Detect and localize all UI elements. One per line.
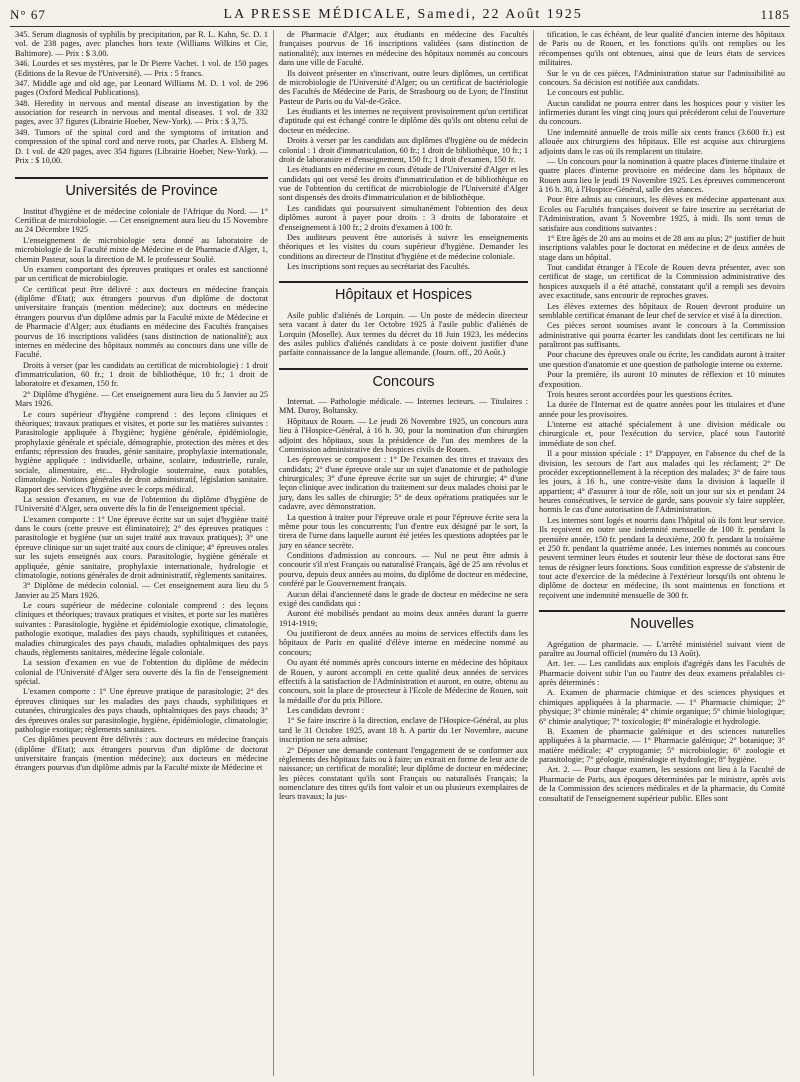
paragraph: Pour être admis au concours, les élèves en médecine appartenant aux Ecoles ou Facultés françaises doivent se faire inscrire au secrétariat de l'Administration, avant 5 Novembre 1925, à midi. Ils sont tenus de satisfaire aux conditions suivantes : (539, 195, 785, 233)
paragraph: L'enseignement de microbiologie sera donné au laboratoire de microbiologie de la Faculté mixte de Médecine et de Pharmacie d'Alger, 1, chemin Pasteur, sous la direction de M. le professeur Soulié. (15, 235, 268, 264)
paragraph: L'examen comporte : 1° Une épreuve écrite sur un sujet d'hygiène traité dans le cours (cette preuve est éliminatoire); 2° des épreuves pratiques : parasitologie et hygiène (sur un sujet traité aux travaux pratiques); 3° une épreuve clinique sur un sujet traité aux cours de clinique; 4° épreuves orales sur les sujets enseignés aux cours. Parasitologie, hygiène générale et appliquée, génie sanitaire, prophylaxie internationale, hydrologie et climatologie, notions générales de droit administratif, règlements sanitaires. (15, 514, 268, 580)
paragraph: Les inscriptions sont reçues au secrétariat des Facultés. (287, 262, 470, 271)
paragraph: Agrégation de pharmacie. — L'arrêté ministériel suivant vient de paraître au Journal officiel (numéro du 13 Août). (539, 639, 785, 658)
header-rule (10, 26, 790, 27)
section-title-concours: Concours (279, 368, 528, 390)
paragraph: Ou ayant été nommés après concours interne en médecine des hôpitaux de Rouen, y auront accompli en cette qualité deux années de services effectifs à la satisfaction de l'Administration et auront, en outre, obtenu au concours, soit la place de prosecteur à l'Ecole de Médecine de Rouen, soit la médaille d'or du prix Pillore. (279, 658, 528, 705)
paragraph: Le cours supérieur d'hygiène comprend : des leçons cliniques et théoriques; travaux pratiques et visites, et porte sur les matières suivantes : Parasitologie appliquée à l'hygiène; hygiène générale, épidémiologie, prophylaxie générale et spéciale, démographie, protection des mères et des enfants; répression des fraudes, génie sanitaire, prophylaxie internationale, hygiène appliquée : individuelle, urbaine, scolaire, industrielle, rurale, sociale, alimentaire, etc... Hydrologie souterraine, eaux potables, climatologie. Notions générales de droit administratif, législation sanitaire. Rapport des services d'hygiène avec le corps médical. (15, 409, 268, 494)
paragraph: A. Examen de pharmacie chimique et des sciences physiques et chimiques appliquées à la pharmacie. — 1° Pharmacie chimique; 2° physique; 3° chimie minérale; 4° chimie organique; 5° chimie biologique; 6° chimie analytique; 7° toxicologie; 8° minéralogie et hydrologie. (539, 688, 785, 726)
paragraph: Ce certificat peut être délivré : aux docteurs en médecine français (diplôme d'Etat); aux étrangers pourvus d'un diplôme de doctorat universitaire français (mention médecine); aux docteurs en médecine étrangers pourvus d'un diplôme admis par la Faculté mixte de Médecine et de Pharmacie d'Alger; aux étudiants en médecine des Facultés françaises pourvus de 16 inscriptions validées (sans distinction de nationalité); aux internes en médecine des hôpitaux nommés au concours dans une ville de Faculté. (15, 284, 268, 360)
page-number: 1185 (760, 7, 790, 22)
paragraph: Une indemnité annuelle de trois mille six cents francs (3.600 fr.) est allouée aux chirurgiens des hôpitaux. Elle est acquise aux chirurgiens adjoints dans le cas où ils remplacent un titulaire. (539, 127, 785, 156)
paragraph: Le concours est public. (547, 88, 624, 98)
book-item: 346. Lourdes et ses mystères, par le Dr Pierre Vachet. 1 vol. de 150 pages (Editions de la Revue de l'Université). — Prix : 5 francs. (15, 59, 268, 78)
paragraph: — Un concours pour la nomination à quatre places d'interne titulaire et quatre places d'interne provisoire en médecine dans les hôpitaux de Rouen aura lieu le jeudi 19 Novembre 1925. Les épreuves commenceront à 16 h. 30, à l'Hospice-Général, salle des séances. (539, 156, 785, 194)
paragraph: Tout candidat étranger à l'Ecole de Rouen devra présenter, avec son certificat de stage, un certificat de la Commission administrative des hospices auxquels il a été attaché, constatant qu'il a rempli ses devoirs avec exactitude, sans encourir de reproches graves. (539, 263, 785, 301)
section-title-hopitaux: Hôpitaux et Hospices (279, 281, 528, 303)
paragraph: L'interne est attaché spécialement à une division médicale ou chirurgicale et, pour l'exécution du service, placé sous l'autorité immédiate de son chef. (539, 420, 785, 448)
paragraph: Les candidats qui poursuivent simultanément l'obtention des deux diplômes auront à payer pour droits : 3 droits de laboratoire et d'enseignement à 100 fr.; 2 droits d'examen à 100 fr. (279, 203, 528, 232)
paragraph: Des auditeurs peuvent être autorisés à suivre les enseignements théoriques et les visites du cours supérieur d'hygiène. Demander les conditions au directeur de l'Institut d'hygiène et de médecine coloniale. (279, 232, 528, 261)
paragraph: Les candidats devront : (287, 706, 365, 715)
paragraph: Il a pour mission spéciale : 1° D'appuyer, en l'absence du chef de la division, les secours de l'art aux malades qui les réclament; 2° De procéder exceptionnellement à la réception des malades; 3° de faire tous les jours, à 16 h., une contre-visite dans la division à laquelle il appartient; 4° d'assurer à tour de rôle, soit un jour sur six et pendant 24 heures consécutives, le service de garde, sans pouvoir s'y faire suppléer, hormis le cas d'une autorisation de l'Administration. (539, 449, 785, 515)
paragraph: 3° Diplôme de médecin colonial. — Cet enseignement aura lieu du 5 Janvier au 25 Mars 1926. (15, 581, 268, 600)
paragraph: Sur le vu de ces pièces, l'Administration statue sur l'admissibilité au concours. Sa décision est notifiée aux candidats. (539, 68, 785, 87)
book-item: 348. Heredity in nervous and mental disease an investigation by the association for research in nervous and mental diseases. 1 vol. de 332 pages, avec 37 figures (Librairie Hoeber, New-York). — Prix : $ 3,75. (15, 98, 268, 127)
paragraph: 1° Etre âgés de 20 ans au moins et de 28 ans au plus; 2° justifier de huit inscriptions valables pour le doctorat en médecine et de deux années de stage dans un hôpital. (539, 233, 785, 262)
paragraph: Aucun délai d'ancienneté dans le grade de docteur en médecine ne sera exigé des candidats qui : (279, 589, 528, 608)
paragraph: La session d'examen, en vue de l'obtention du diplôme d'hygiène de l'Université d'Alger, sera ouverte dès la fin de l'enseignement spécial. (15, 494, 268, 514)
section-title-nouvelles: Nouvelles (539, 610, 785, 632)
paragraph: Internat. — Pathologie médicale. — Internes lecteurs. — Titulaires : MM. Duroy, Boltansky. (279, 397, 528, 416)
paragraph: Aucun candidat ne pourra entrer dans les hospices pour y visiter les infirmeries durant les vingt cinq jours qui précéderont celui de l'ouverture du concours. (539, 98, 785, 127)
paragraph: Pour chacune des épreuves orale ou écrite, les candidats auront à traiter une question d'anatomie et une question de pathologie interne ou externe. (539, 350, 785, 369)
issue-number: N° 67 (10, 7, 46, 22)
column-2 (273, 30, 533, 1076)
paragraph: de Pharmacie d'Alger; aux étudiants en médecine des Facultés françaises pourvus de 16 inscriptions validées (sans distinction de nationalité); aux internes en médecine des hôpitaux nommés au concours dans une ville de Faculté. (279, 30, 528, 68)
paragraph: 1° Se faire inscrire à la direction, enclave de l'Hospice-Général, au plus tard le 31 Octobre 1925, avant 18 h. A partir du 1er Novembre, aucune inscription ne sera admise; (279, 716, 528, 745)
column-1 (10, 30, 273, 1076)
book-list (15, 30, 268, 165)
paragraph: Les épreuves se composent : 1° De l'examen des titres et travaux des candidats; 2° d'une épreuve orale sur un sujet d'anatomie et de pathologie chirurgicales; 3° d'une épreuve écrite sur un sujet de chirurgie; 4° d'une leçon clinique avec indication du traitement sur deux malades choisi par le jury, dans les salles de chirurgie; 5° de deux opérations pratiquées sur le cadavre, avec démonstration. (279, 455, 528, 512)
paragraph: Conditions d'admission au concours. — Nul ne peut être admis à concourir s'il n'est Français ou naturalisé Français, âgé de 25 ans révolus et pourvu, depuis deux années au moins, du diplôme de docteur en médecine, conféré par le Gouvernement français. (279, 551, 528, 589)
paragraph: Les étudiants en médecine en cours d'étude de l'Université d'Alger et les candidats qui ont versé les droits d'immatriculation et de bibliothèque en vue de l'obtention du certificat de microbiologie de l'Université d'Alger sont dispensés des droits d'immatriculation et de bibliothèque. (279, 165, 528, 203)
book-item: 345. Serum diagnosis of syphilis by precipitation, par R. L. Kahn, Sc. D. 1 vol. de 238 pages, avec planches hors texte (Williams Wilkins et Cie, Baltimore). — Prix : $ 3.00. (15, 30, 268, 58)
columns (10, 30, 790, 1076)
book-item: 347. Middle age and old age, par Leonard Williams M. D. 1 vol. de 296 pages (Oxford Medical Publications). (15, 78, 268, 98)
paragraph: Auront été mobilisés pendant au moins deux années durant la guerre 1914-1919; (279, 609, 528, 628)
paragraph: Art. 2. — Pour chaque examen, les sessions ont lieu à la Faculté de Pharmacie de Paris, aux époques déterminées par le ministre, après avis de la Commission des sciences médicales et de la pharmacie, du Comité consultatif de l'enseignement supérieur public. Elles sont (539, 765, 785, 803)
paragraph: Droits à verser (par les candidats au certificat de microbiologie) : 1 droit d'immatriculation, 60 fr.; 1 droit de bibliothèque, 10 fr.; 1 droit de laboratoire et d'examen, 150 fr. (15, 360, 268, 389)
paragraph: 2° Déposer une demande contenant l'engagement de se conformer aux règlements des hôpitaux faits ou à faire; un extrait en forme de leur acte de naissance; un certificat de moralité; leur diplôme de docteur en médecine; les pièces constatant qu'ils sont Français ou naturalisés Français; la nomenclature des titres qu'ils font valoir et un ou plusieurs exemplaires de leurs travaux; la jus- (279, 745, 528, 802)
newspaper-title: LA PRESSE MÉDICALE, Samedi, 22 Août 1925 (223, 7, 583, 22)
paragraph: Ou justifieront de deux années au moins de services effectifs dans les hôpitaux de Paris en qualité d'élève interne en médecine nommé au concours; (279, 629, 528, 657)
paragraph: Pour la première, ils auront 10 minutes de réflexion et 10 minutes d'exposition. (539, 370, 785, 389)
paragraph: Asile public d'aliénés de Lorquin. — Un poste de médecin directeur sera vacant à dater du 1er Octobre 1925 à l'asile public d'aliénés de Lorquin (Moselle). Aux termes du décret du 18 Juin 1923, les médecins des asiles publics d'aliénés candidats à ce poste doivent justifier d'une parfaite connaissance de la langue allemande. (Journ. off., 20 Août.) (279, 310, 528, 358)
paragraph: tification, le cas échéant, de leur qualité d'ancien interne des hôpitaux de Paris ou de Rouen, et les fonctions qu'ils ont remplies ou les récompenses qu'ils ont obtenues, ainsi que de leurs états de services militaires. (539, 30, 785, 68)
paragraph: La durée de l'Internat est de quatre années pour les titulaires et d'une année pour les provisoires. (539, 400, 785, 419)
paragraph: Ils doivent présenter en s'inscrivant, outre leurs diplômes, un certificat de microbiologie de l'Université d'Alger; ou un certificat de bactériologie des Facultés de Médecine de Paris, de Strasbourg ou de Lyon; de l'Institut Pasteur de Paris ou du Val-de-Grâce. (279, 68, 528, 106)
paragraph: Le cours supérieur de médecine coloniale comprend : des leçons cliniques et théoriques; travaux pratiques et visites, et porte sur les matières suivantes : Parasitologie, hygiène et épidémiologie exotique, climatologie, pathologie exotique, maladies des pays chauds, syphilitiques et cutanées, maladies chirurgicales des pays chauds, maladies ophtalmiques des pays chauds, règlements sanitaires, médecine légale coloniale. (15, 601, 268, 657)
paragraph: B. Examen de pharmacie galénique et des sciences naturelles appliquées à la pharmacie. — 1° Pharmacie galénique; 2° botanique; 3° matière médicale; 4° cryptogamie; 5° microbiologie; 6° zoologie et parasitologie; 7° géologie, minéralogie et hydrologie; 8° hygiène. (539, 726, 785, 764)
paragraph: L'examen comporte : 1° Une épreuve pratique de parasitologie; 2° des épreuves cliniques sur les maladies des pays chauds, syphilitiques et cutanées, chirurgicales des pays chauds, ophtalmiques des pays chauds; 3° des épreuves orales sur parasitologie, hygiène, épidémiologie, climatologie; pathologie exotique; règlements sanitaires. (15, 687, 268, 734)
book-item: 349. Tumors of the spinal cord and the symptoms of irritation and compression of the spinal cord and nerve roots, par Charles A. Elsberg M. D. 1 vol. de 420 pages, avec 354 figures (Librairie Hoeber, New-York). — Prix : $ 10,00. (15, 127, 268, 165)
section-title-universites: Universités de Province (15, 177, 268, 199)
paragraph: Les internes sont logés et nourris dans l'hôpital où ils font leur service. Ils reçoivent en outre une indemnité mensuelle de 100 fr. pendant la première année, 150 fr. pendant la deuxième, 200 fr. pendant la troisième et 250 fr. pendant la quatrième année. Les internes nommés au concours peuvent terminer leurs études et soutenir leur thèse de doctorat sans être tenus de résigner leurs fonctions. Sous condition expresse de s'abstenir de tout acte d'exercice de la médecine à l'extérieur lorsqu'ils ont obtenu le diplôme de docteur en médecine, ils sont maintenus en fonctions et reçoivent une indemnité mensuelle de 300 fr. (539, 515, 785, 600)
paragraph: Hôpitaux de Rouen. — Le jeudi 26 Novembre 1925, un concours aura lieu à l'Hospice-Général, à 16 h. 30, pour la nomination d'un chirurgien adjoint des hôpitaux, sous la présidence de l'un des membres de la Commission administrative des hospices civils de Rouen. (279, 416, 528, 454)
paragraph: Ces pièces seront soumises avant le concours à la Commission administrative qui pourra écarter les candidats dont les certificats ne lui paraîtront pas suffisants. (539, 321, 785, 349)
paragraph: Art. 1er. — Les candidats aux emplois d'agrégés dans les Facultés de Pharmacie doivent subir l'un ou l'autre des deux examens préalables ci-après déterminés : (539, 659, 785, 687)
paragraph: La session d'examen en vue de l'obtention du diplôme de médecin colonial de l'Université d'Alger sera ouverte dès la fin de l'enseignement spécial. (15, 658, 268, 686)
paragraph: Institut d'hygiène et de médecine coloniale de l'Afrique du Nord. — 1° Certificat de microbiologie. — Cet enseignement aura lieu du 15 Novembre au 24 Décembre 1925 (15, 206, 268, 235)
paragraph: La question à traiter pour l'épreuve orale et pour l'épreuve écrite sera la même pour tous les concurrents; l'un d'entre eux désigné par le sort, la tirera de l'urne dans laquelle auront été jetées les questions adoptées par le jury en séance secrète. (279, 512, 528, 550)
paragraph: 2° Diplôme d'hygiène. — Cet enseignement aura lieu du 5 Janvier au 25 Mars 1926. (15, 389, 268, 409)
paragraph: Trois heures seront accordées pour les questions écrites. (547, 389, 733, 399)
page-header (10, 6, 790, 24)
paragraph: Les étudiants et les internes ne reçoivent provisoirement qu'un certificat d'aptitude qui est échangé contre le diplôme dès qu'ils ont obtenu celui de docteur en médecine. (279, 107, 528, 135)
paragraph: Ces diplômes peuvent être délivrés : aux docteurs en médecine français (diplôme d'Etat); aux étrangers pourvus d'un diplôme de doctorat universitaire français (mention médecine); aux docteurs en médecine étrangers pourvus d'un diplôme admis par la Faculté mixte de Médecine et (15, 735, 268, 773)
paragraph: Un examen comportant des épreuves pratiques et orales est sanctionné par un certificat de microbiologie. (15, 264, 268, 284)
column-3 (533, 30, 790, 1076)
paragraph: Droits à verser par les candidats aux diplômes d'hygiène ou de médecin colonial : 1 droit d'immatriculation, 60 fr.; 1 droit de bibliothèque, 10 fr.; 1 droit de laboratoire et d'enseignement, 150 fr.; 1 droit d'examen, 150 fr. (279, 136, 528, 164)
paragraph: Les élèves externes des hôpitaux de Rouen devront produire un semblable certificat émanant de leur chef de service et visé à la direction. (539, 301, 785, 320)
